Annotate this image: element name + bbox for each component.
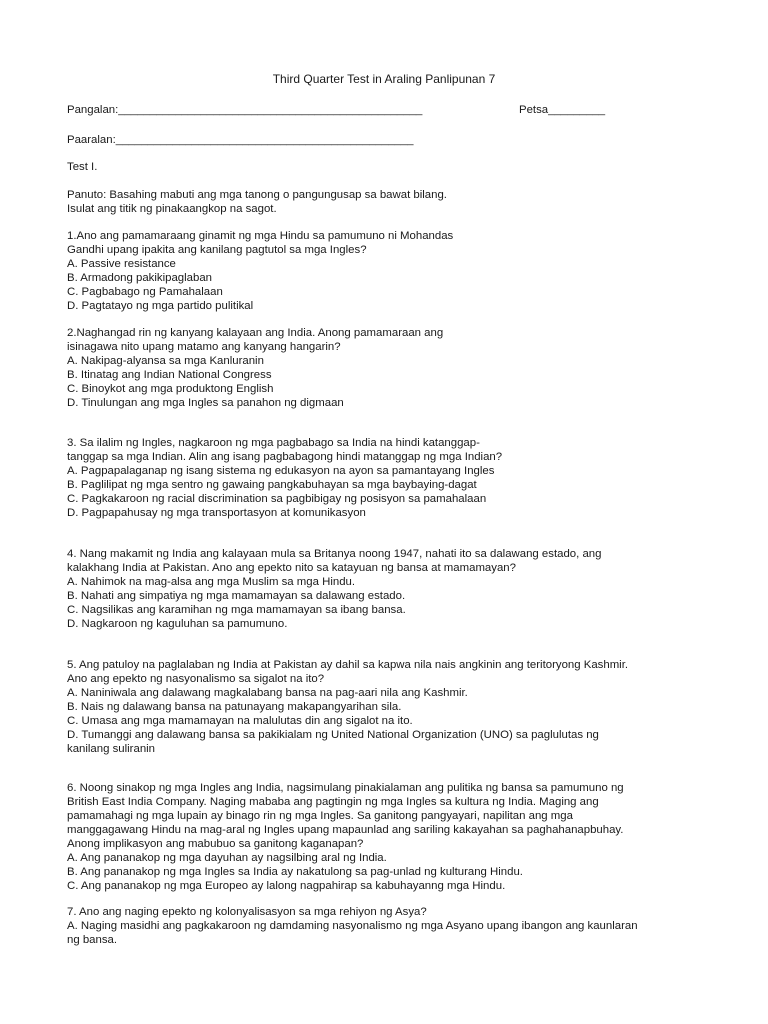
question-stem: 6. Noong sinakop ng mga Ingles ang India, nagsimulang pinakialaman ang pulitika ng bansa sa pamumuno ng xyxy=(67,782,624,794)
choice: B. Paglilipat ng mga sentro ng gawaing pangkabuhayan sa mga baybaying-dagat xyxy=(67,479,477,491)
choice: C. Ang pananakop ng mga Europeo ay lalong nagpahirap sa kabuhayanng mga Hindu. xyxy=(67,880,506,892)
question-stem: 4. Nang makamit ng India ang kalayaan mula sa Britanya noong 1947, nahati ito sa dalawang estado, ang xyxy=(67,548,602,560)
question-stem: British East India Company. Naging mababa ang pagtingin ng mga Ingles sa kultura ng India. Maging ang xyxy=(67,796,599,808)
instruction-line: Panuto: Basahing mabuti ang mga tanong o pangungusap sa bawat bilang. xyxy=(67,189,447,201)
question-stem: isinagawa nito upang matamo ang kanyang hangarin? xyxy=(67,341,341,353)
question-stem: 3. Sa ilalim ng Ingles, nagkaroon ng mga pagbabago sa India na hindi katanggap- xyxy=(67,437,480,449)
choice: C. Pagbabago ng Pamahalaan xyxy=(67,286,223,298)
date-field: Petsa_________ xyxy=(519,104,606,116)
instructions xyxy=(67,188,717,216)
question-5 xyxy=(67,658,717,756)
question-stem: 7. Ano ang naging epekto ng kolonyalisasyon sa mga rehiyon ng Asya? xyxy=(67,906,427,918)
document-title: Third Quarter Test in Araling Panlipunan 7 xyxy=(272,72,496,86)
choice: A. Naniniwala ang dalawang magkalabang bansa na pag-aari nila ang Kashmir. xyxy=(67,687,468,699)
question-3 xyxy=(67,436,717,520)
question-2 xyxy=(67,326,717,410)
question-4 xyxy=(67,547,717,631)
question-stem: manggagawang Hindu na mag-aral ng Ingles upang mapaunlad ang sariling kakayahan sa paghahanapbuhay. xyxy=(67,824,624,836)
choice: D. Tinulungan ang mga Ingles sa panahon ng digmaan xyxy=(67,397,344,409)
question-stem: tanggap sa mga Indian. Alin ang isang pagbabagong hindi matanggap ng mga Indian? xyxy=(67,451,503,463)
choice: A. Passive resistance xyxy=(67,258,176,270)
choice: C. Binoykot ang mga produktong English xyxy=(67,383,274,395)
school-field: Paaralan:_______________________________________________ xyxy=(67,134,414,146)
question-stem: Anong implikasyon ang mabubuo sa ganitong kaganapan? xyxy=(67,838,364,850)
question-stem: pamamahagi ng mga lupain ay binago rin ng mga Ingles. Sa ganitong pangyayari, napilitan ang mga xyxy=(67,810,573,822)
choice: A. Pagpapalaganap ng isang sistema ng edukasyon na ayon sa pamantayang Ingles xyxy=(67,465,495,477)
choice: A. Ang pananakop ng mga dayuhan ay nagsilbing aral ng India. xyxy=(67,852,387,864)
choice: B. Armadong pakikipaglaban xyxy=(67,272,213,284)
choice: B. Ang pananakop ng mga Ingles sa India ay nakatulong sa pag-unlad ng kulturang Hindu. xyxy=(67,866,523,878)
question-7 xyxy=(67,905,717,947)
test-label: Test I. xyxy=(67,161,98,173)
instruction-line: Isulat ang titik ng pinakaangkop na sagot. xyxy=(67,203,277,215)
choice: C. Nagsilikas ang karamihan ng mga mamamayan sa ibang bansa. xyxy=(67,604,406,616)
choice: C. Pagkakaroon ng racial discrimination sa pagbibigay ng posisyon sa pamahalaan xyxy=(67,493,487,505)
question-stem: 2.Naghangad rin ng kanyang kalayaan ang India. Anong pamamaraan ang xyxy=(67,327,444,339)
question-stem: Ano ang epekto ng nasyonalismo sa sigalot na ito? xyxy=(67,673,325,685)
choice: ng bansa. xyxy=(67,934,118,946)
choice: B. Itinatag ang Indian National Congress xyxy=(67,369,272,381)
choice: C. Umasa ang mga mamamayan na malulutas din ang sigalot na ito. xyxy=(67,715,413,727)
question-stem: 5. Ang patuloy na paglalaban ng India at Pakistan ay dahil sa kapwa nila nais angkinin ang teritoryong Kashmir. xyxy=(67,659,629,671)
question-stem: 1.Ano ang pamamaraang ginamit ng mga Hindu sa pamumuno ni Mohandas xyxy=(67,230,454,242)
question-stem: Gandhi upang ipakita ang kanilang pagtutol sa mga Ingles? xyxy=(67,244,367,256)
choice: A. Nakipag-alyansa sa mga Kanluranin xyxy=(67,355,264,367)
question-stem: kalakhang India at Pakistan. Ano ang epekto nito sa katayuan ng bansa at mamamayan? xyxy=(67,562,516,574)
choice: kanilang suliranin xyxy=(67,743,156,755)
choice: A. Nahimok na mag-alsa ang mga Muslim sa mga Hindu. xyxy=(67,576,356,588)
choice: A. Naging masidhi ang pagkakaroon ng damdaming nasyonalismo ng mga Asyano upang ibangon ang kaunlaran xyxy=(67,920,638,932)
question-1 xyxy=(67,229,717,313)
question-6 xyxy=(67,781,717,893)
name-field: Pangalan:________________________________________________ xyxy=(67,104,423,116)
choice: D. Pagpapahusay ng mga transportasyon at komunikasyon xyxy=(67,507,366,519)
choice: D. Nagkaroon ng kaguluhan sa pamumuno. xyxy=(67,618,288,630)
choice: D. Tumanggi ang dalawang bansa sa pakikialam ng United National Organization (UNO) sa paglulutas ng xyxy=(67,729,599,741)
choice: D. Pagtatayo ng mga partido pulitikal xyxy=(67,300,254,312)
choice: B. Nais ng dalawang bansa na patunayang makapangyarihan sila. xyxy=(67,701,402,713)
choice: B. Nahati ang simpatiya ng mga mamamayan sa dalawang estado. xyxy=(67,590,406,602)
